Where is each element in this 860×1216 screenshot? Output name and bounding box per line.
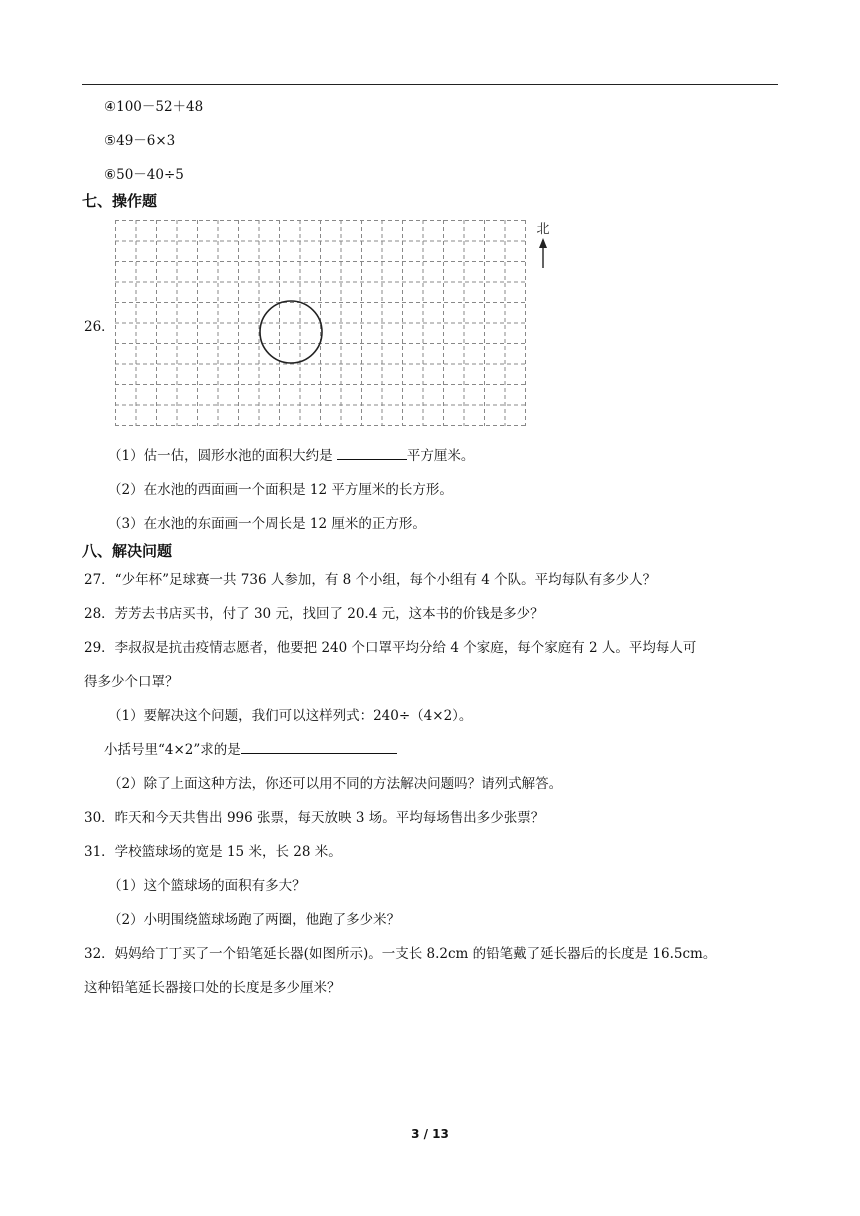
question-text: （1）估一估，圆形水池的面积大约是 xyxy=(108,448,337,464)
answer-blank[interactable] xyxy=(337,445,407,460)
question-31-2: （2）小明围绕篮球场跑了两圈，他跑了多少米？ xyxy=(108,912,401,928)
question-32: 32．妈妈给丁丁买了一个铅笔延长器(如图所示)。一支长 8.2cm 的铅笔戴了延长器后的长度是 16.5cm。 xyxy=(84,946,717,962)
north-arrow-icon xyxy=(539,238,547,268)
question-29-2: （2）除了上面这种方法，你还可以用不同的方法解决问题吗？请列式解答。 xyxy=(108,776,563,792)
list-item: ④100－52＋48 xyxy=(104,99,204,115)
grid-figure xyxy=(115,218,565,428)
question-number: 26． xyxy=(84,319,115,335)
question-26-2: （2）在水池的西面画一个面积是 12 平方厘米的长方形。 xyxy=(108,482,453,498)
pond-circle xyxy=(260,301,322,363)
compass-north-label: 北 xyxy=(536,222,550,237)
question-29-1b xyxy=(104,738,397,758)
header-rule xyxy=(82,84,778,85)
question-27: 27．“少年杯”足球赛一共 736 人参加，有 8 个小组，每个小组有 4 个队。平均每队有多少人？ xyxy=(84,572,657,588)
question-31: 31．学校篮球场的宽是 15 米，长 28 米。 xyxy=(84,844,342,860)
section-title: 七、操作题 xyxy=(82,192,158,210)
question-26-3: （3）在水池的东面画一个周长是 12 厘米的正方形。 xyxy=(108,516,426,532)
page-number: 3 / 13 xyxy=(411,1127,449,1141)
question-text: 小括号里“4×2”求的是 xyxy=(104,742,241,758)
question-text: 平方厘米。 xyxy=(406,448,475,464)
question-28: 28．芳芳去书店买书，付了 30 元，找回了 20.4 元，这本书的价钱是多少？ xyxy=(84,606,544,622)
question-29-cont: 得多少个口罩？ xyxy=(84,674,179,690)
section-title: 八、解决问题 xyxy=(82,542,173,560)
question-29-1: （1）要解决这个问题，我们可以这样列式：240÷（4×2）。 xyxy=(108,708,473,724)
list-item: ⑥50－40÷5 xyxy=(104,167,184,183)
question-30: 30．昨天和今天共售出 996 张票，每天放映 3 场。平均每场售出多少张票？ xyxy=(84,810,545,826)
question-32-cont: 这种铅笔延长器接口处的长度是多少厘米？ xyxy=(84,980,341,996)
question-31-1: （1）这个篮球场的面积有多大？ xyxy=(108,878,306,894)
question-26-1 xyxy=(108,444,474,464)
question-29: 29．李叔叔是抗击疫情志愿者，他要把 240 个口罩平均分给 4 个家庭，每个家庭有 2 人。平均每人可 xyxy=(84,640,697,656)
list-item: ⑤49－6×3 xyxy=(104,133,176,149)
answer-blank[interactable] xyxy=(241,739,397,754)
